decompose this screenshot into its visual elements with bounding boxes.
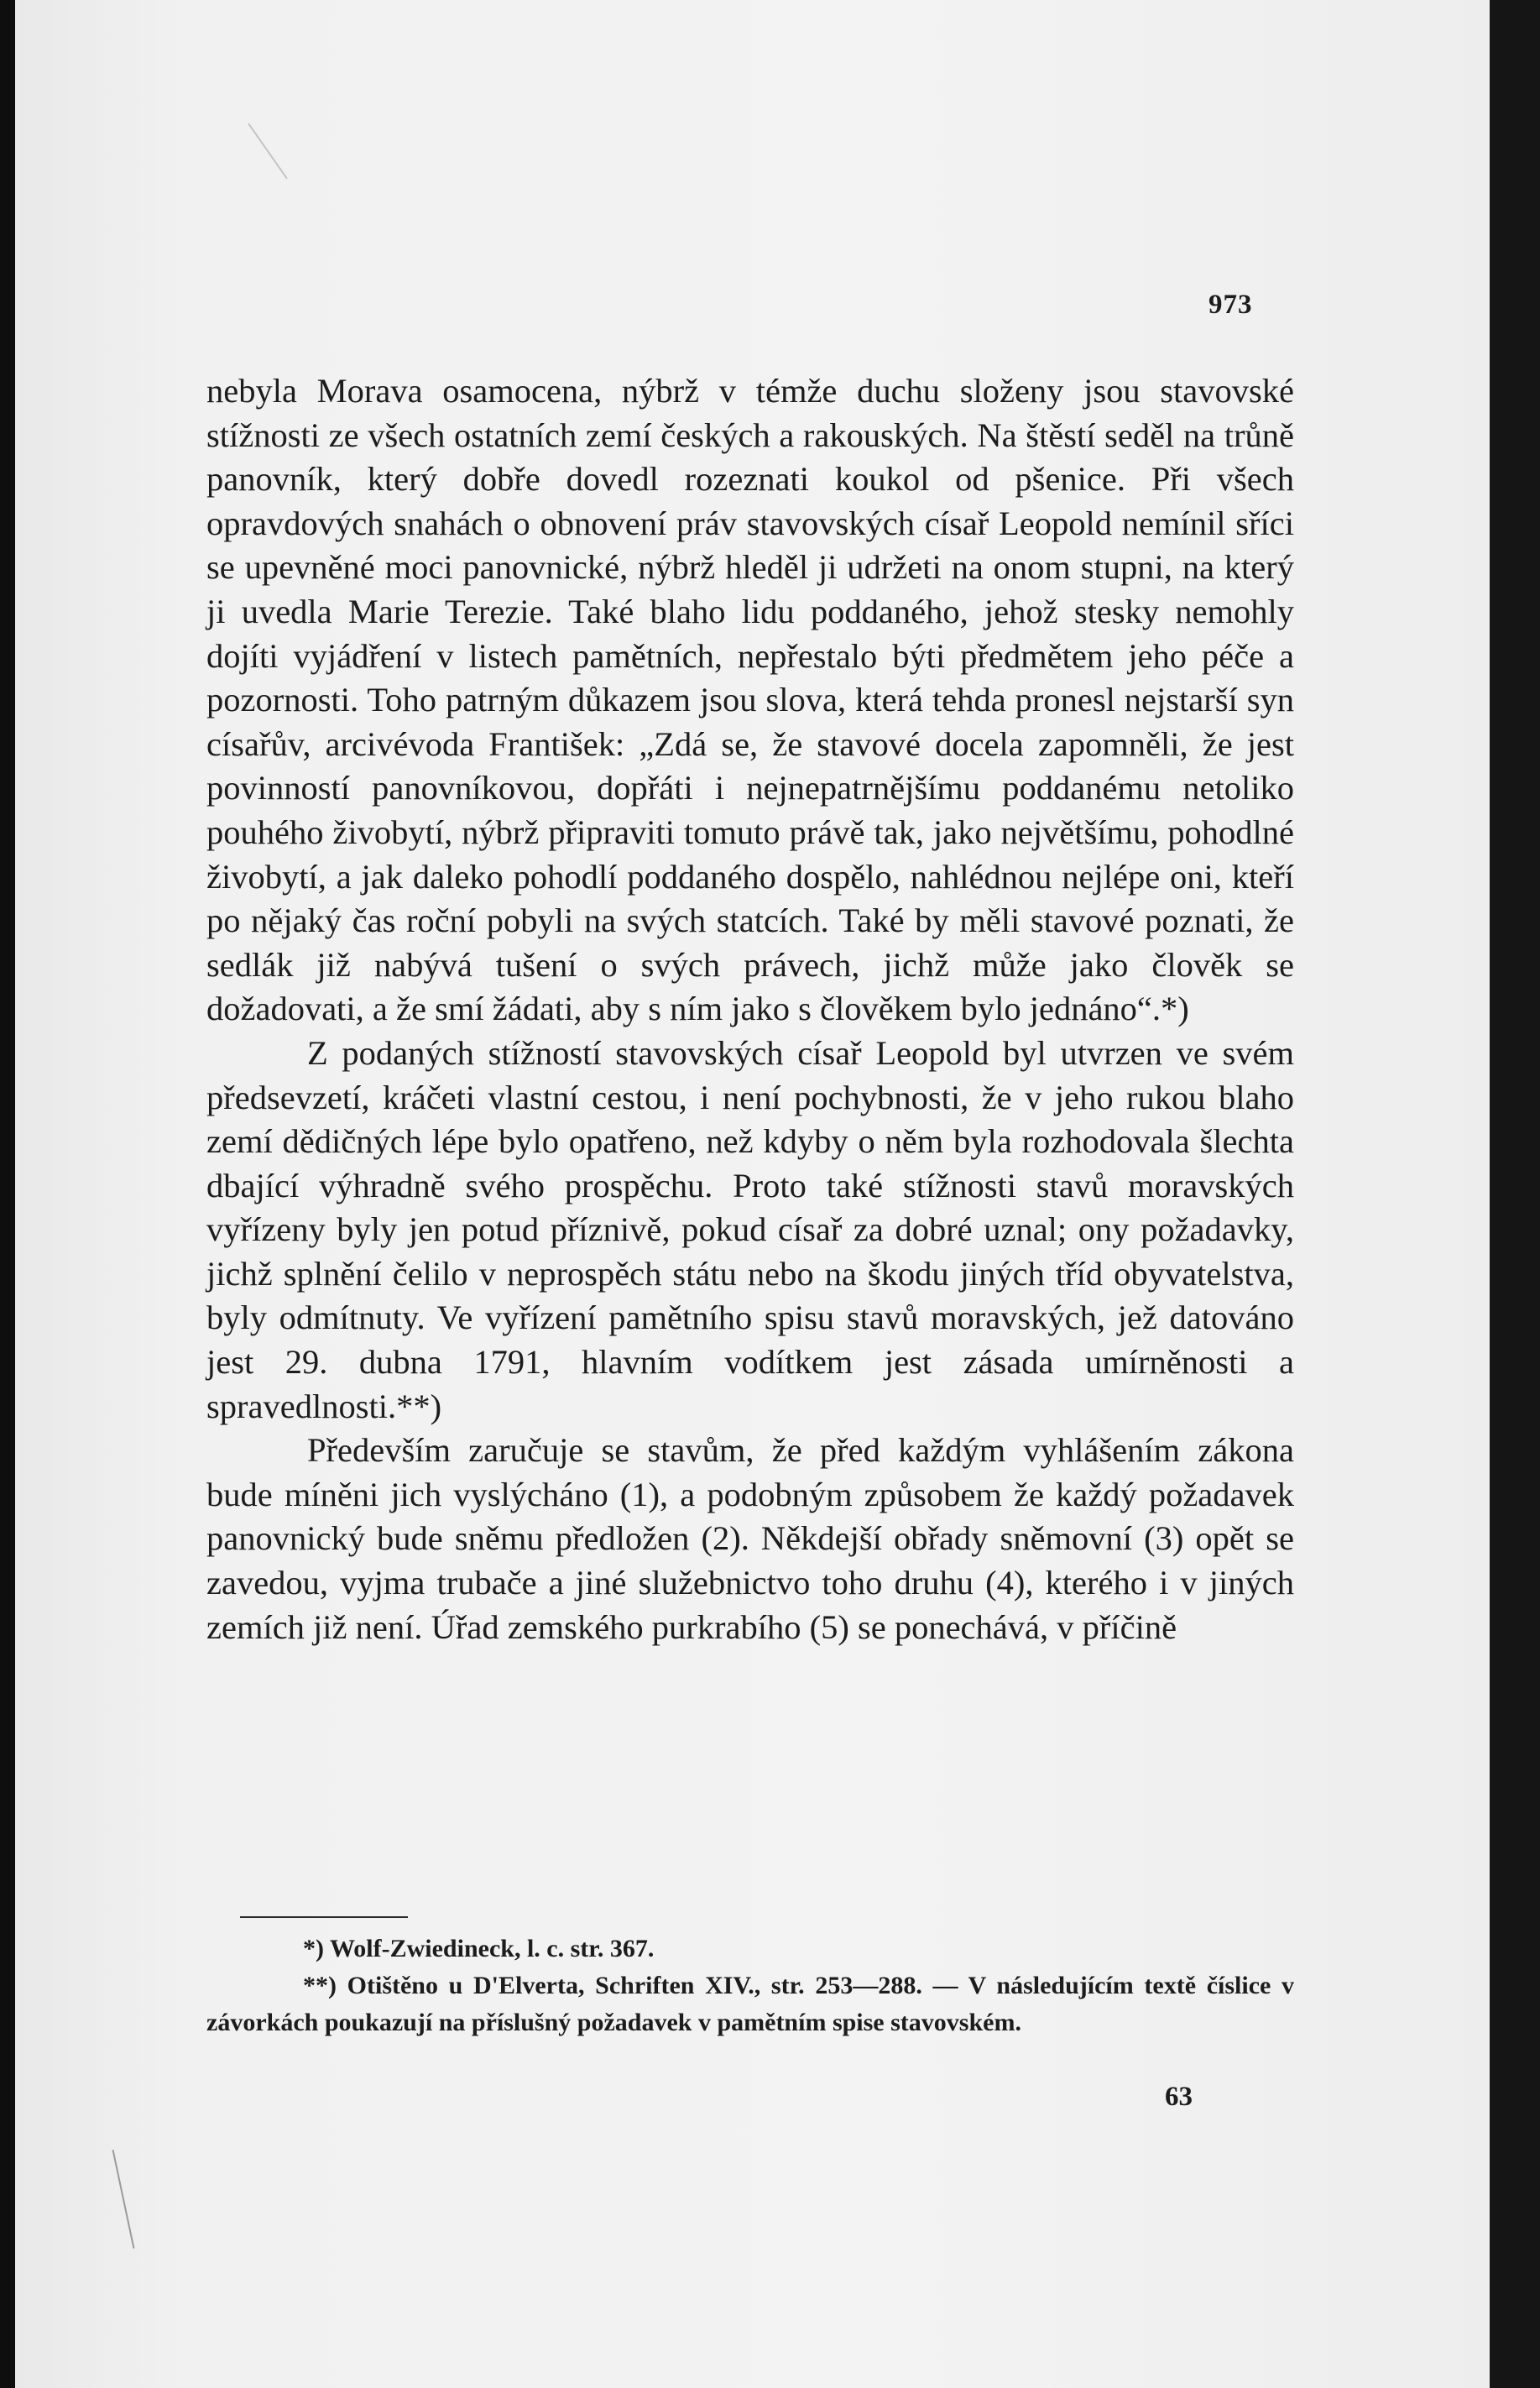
footnotes bbox=[206, 1931, 1294, 2041]
footnote-1: *) Wolf-Zwiedineck, l. c. str. 367. bbox=[303, 1935, 655, 1962]
paragraph-2: Z podaných stížností stavovských císař Leopold byl utvrzen ve svém předsevzetí, kráčeti vlastní cestou, i není pochybnosti, že v jeho rukou blaho zemí dědičných lépe bylo opatřeno, než kdyby o něm byla rozhodovala šlechta dbající výhradně svého prospěchu. Proto také stížnosti stavů moravských vyřízeny byly jen potud příznivě, pokud císař za dobré uznal; ony požadavky, jichž splnění čelilo v neprospěch státu nebo na škodu jiných tříd obyvatelstva, byly odmítnuty. Ve vyřízení pamětního spisu stavů moravských, jež datováno jest 29. dubna 1791, hlavním vodítkem jest zásada umírněnosti a spravedlnosti.**) bbox=[206, 1033, 1294, 1425]
book-page bbox=[15, 0, 1490, 2388]
scan-scratch-mark bbox=[248, 123, 288, 180]
printer-signature: 63 bbox=[1165, 2082, 1193, 2112]
body-text bbox=[206, 369, 1294, 1649]
footnote-divider bbox=[240, 1916, 408, 1918]
scan-scratch-mark bbox=[112, 2150, 135, 2249]
paragraph-1: nebyla Morava osamocena, nýbrž v témže duchu složeny jsou stavovské stížnosti ze všech ostatních zemí českých a rakouských. Na štěstí seděl na trůně panovník, který dobře dovedl rozeznati koukol od pšenice. Při všech opravdových snahách o obnovení práv stavovských císař Leopold nemínil sříci se upevněné moci panovnické, nýbrž hleděl ji udržeti na onom stupni, na který ji uvedla Marie Terezie. Také blaho lidu poddaného, jehož stesky nemohly dojíti vyjádření v listech pamětních, nepřestalo býti předmětem jeho péče a pozornosti. Toho patrným důkazem jsou slova, která tehda pronesl nejstarší syn císařův, arcivévoda František: „Zdá se, že stavové docela zapomněli, že jest povinností panovníkovou, dopřáti i nejnepatrnějšímu poddanému netoliko pouhého živobytí, nýbrž připraviti tomuto právě tak, jako největšímu, pohodlné živobytí, a jak daleko pohodlí poddaného dospělo, nahlédnou nejlépe oni, kteří po nějaký čas roční pobyli na svých statcích. Také by měli stavové poznati, že sedlák již nabývá tušení o svých právech, jichž může jako člověk se dožadovati, a že smí žádati, aby s ním jako s člověkem bylo jednáno“.*) bbox=[206, 372, 1294, 1028]
footnote-2: **) Otištěno u D'Elverta, Schriften XIV., str. 253—288. — V následujícím textě číslice v závorkách poukazují na příslušný požadavek v pamětním spise stavovském. bbox=[206, 1972, 1294, 2036]
page-number: 973 bbox=[1209, 290, 1253, 320]
scan-left-edge bbox=[0, 0, 15, 2388]
paragraph-3: Především zaručuje se stavům, že před každým vyhlášením zákona bude míněni jich vyslýcháno (1), a podobným způsobem že každý požadavek panovnický bude sněmu předložen (2). Někdejší obřady sněmovní (3) opět se zavedou, vyjma trubače a jiné služebnictvo toho druhu (4), kterého i v jiných zemích již není. Úřad zemského purkrabího (5) se ponechává, v příčině bbox=[206, 1431, 1294, 1646]
scan-right-edge bbox=[1490, 0, 1540, 2388]
